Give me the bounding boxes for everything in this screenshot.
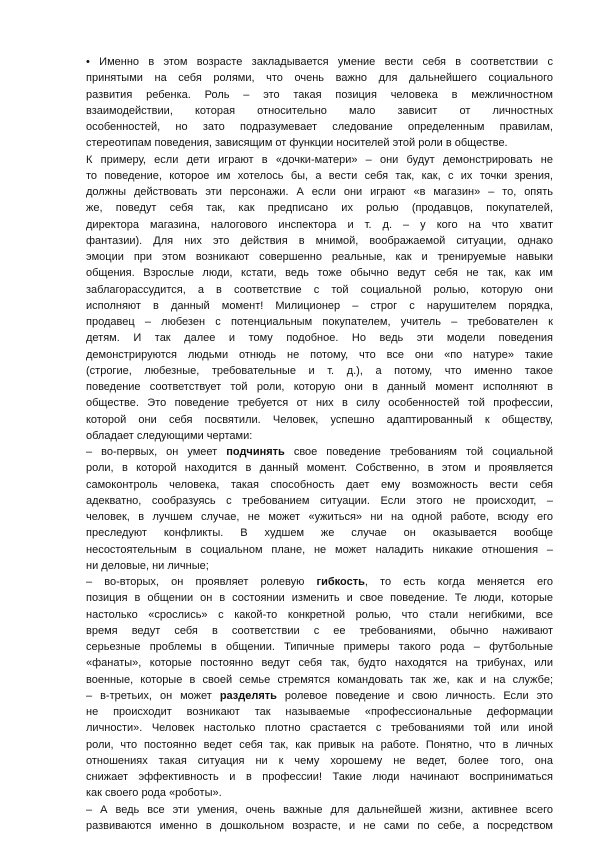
text-line: – во-первых, он умеет подчинять свое поведение требованиям той социальной (86, 446, 553, 458)
emphasized-term: гибкость (316, 576, 365, 588)
text-line: то поведение, которое им хотелось бы, а вести себя так, как, с их точки зрения, (86, 169, 553, 182)
text-line: личности». Человек настолько плотно срастается с требованиями той или иной (86, 722, 553, 735)
text-line: человек, в лучшем случае, не может «ужиться» ни на одной работе, всюду его (86, 511, 553, 523)
text-line: обладает следующими чертами: (86, 429, 253, 442)
text-line: адекватно, сообразуясь с требованием ситуации. Если этого не происходит, – (86, 494, 553, 507)
text-line: директора магазина, налогового инспектора и т. д. – у кого на что хватит (86, 218, 553, 231)
text-line: заблагорассудится, а в соответствие с той социальной ролью, которую они (86, 283, 553, 296)
text-line: роли, в которой находится в данный момент. Собственно, в этом и проявляется (86, 462, 553, 475)
text-line: военные, которые в своей семье стремятся командовать так же, как и на службе; (86, 673, 553, 686)
emphasized-term: подчинять (226, 446, 285, 458)
document-body (86, 54, 553, 834)
text-line: демонстрируются людьми отнюдь не потому, что все они «по натуре» такие (86, 348, 553, 361)
text-line: же, поведут себя так, как предписано их ролью (продавцов, покупателей, (86, 202, 553, 215)
text-line: которой они себя посвятили. Человек, успешно адаптированный к обществу, (86, 413, 553, 426)
text-line: несостоятельным в социальном плане, не может наладить никакие отношения – (86, 543, 553, 556)
text-line: самоконтроль человека, такая способность дает ему возможность вести себя (86, 478, 553, 491)
text-line: эмоции при этом возникают совершенно реальные, как и тренируемые навыки (86, 251, 553, 263)
text-line: – во-вторых, он проявляет ролевую гибкость, то есть когда меняется его (86, 576, 553, 588)
text-line: настолько «срослись» с какой-то конкретной ролью, что стали негибкими, все (86, 608, 553, 621)
text-line: стереотипам поведения, зависящим от функции носителей этой роли в обществе. (86, 137, 508, 150)
text-line: • Именно в этом возрасте закладывается умение вести себя в соответствии с (86, 56, 553, 68)
text-line: детям. И так далее и тому подобное. Но ведь эти модели поведения (86, 332, 553, 345)
text-line: позиция в общении он в состоянии изменить и свое поведение. Те люди, которые (86, 592, 553, 605)
text-line: преследуют конфликты. В худшем же случае он оказывается вообще (86, 527, 553, 540)
text-line: К примеру, если дети играют в «дочки-матери» – они будут демонстрировать не (86, 153, 553, 166)
text-line: время ведут себя в соответствии с ее требованиями, обычно наживают (86, 624, 553, 637)
text-line: исполняют в данный момент! Милиционер – строг с нарушителем порядка, (86, 299, 553, 312)
text-line: фантазии). Для них это действия в мнимой, воображаемой ситуации, однако (86, 234, 553, 247)
text-line: снижает эффективность и в профессии! Такие люди начинают восприниматься (86, 771, 553, 783)
text-line: серьезные проблемы в общении. Типичные примеры такого рода – футбольные (86, 641, 553, 653)
text-line: развиваются именно в дошкольном возрасте, и не сами по себе, а посредством (86, 819, 553, 832)
text-line: (строгие, любезные, требовательные и т. д.), а потому, что именно такое (86, 364, 553, 377)
text-line: взаимодействии, которая относительно мало зависит от личностных (86, 104, 553, 117)
text-line: – в-третьих, он может разделять ролевое поведение и свою личность. Если это (86, 689, 554, 702)
text-line: не происходит возникают так называемые «профессиональные деформации (86, 706, 553, 718)
text-line: ни деловые, ни личные; (86, 559, 209, 572)
text-line: – А ведь все эти умения, очень важные для дальнейшей жизни, активнее всего (86, 803, 553, 816)
text-line: поведение соответствует той роли, которую они в данный момент исполняют в (86, 381, 553, 393)
text-line: развития ребенка. Роль – это такая позиция человека в межличностном (86, 88, 553, 101)
text-line: обществе. Это поведение требуется от них в силу особенностей той профессии, (86, 397, 553, 410)
text-line: продавец – любезен с потенциальным покупателем, учитель – требователен к (86, 316, 553, 328)
text-line: общения. Взрослые люди, кстати, ведь тоже обычно ведут себя не так, как им (86, 267, 553, 280)
emphasized-term: разделять (219, 689, 277, 702)
text-line: роли, что постоянно ведет себя так, как привык на работе. Понятно, что в личных (86, 738, 553, 751)
text-line: как своего рода «роботы». (86, 787, 222, 800)
text-line: отношениях такая ситуация ни к чему хорошему не ведет, более того, она (86, 754, 553, 767)
text-line: особенностей, но зато подразумевает следование определенным правилам, (86, 121, 553, 133)
text-line: принятыми на себя ролями, что очень важно для дальнейшего социального (86, 72, 553, 85)
text-line: должны действовать эти персонажи. А если они играют «в магазин» – то, опять (86, 186, 553, 198)
text-line: «фанаты», которые постоянно ведут себя так, будто находятся на трибунах, или (86, 657, 553, 670)
